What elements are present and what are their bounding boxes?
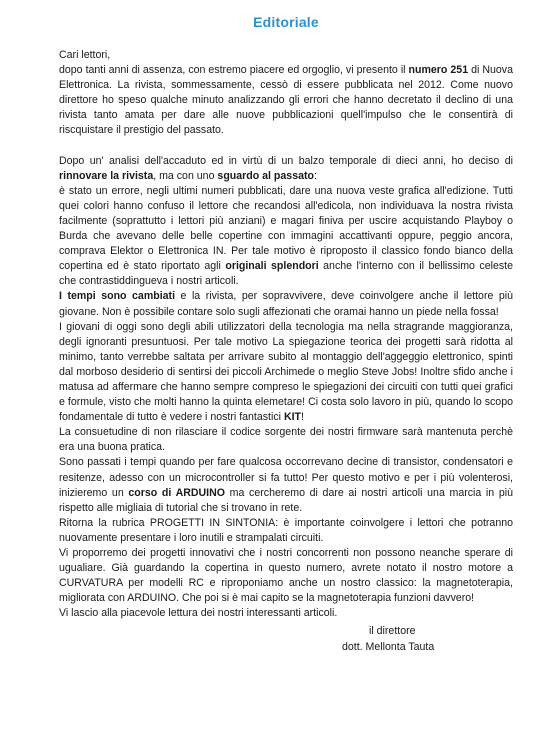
highlight-renew: rinnovare la rivista bbox=[59, 169, 154, 182]
paragraph-times: I tempi sono cambiati e la rivista, per sopravvivere, deve coinvolgere anche il lettore più giovane. Non è possibile contare solo sugli affezionati che oramai hanno un piede nella fossa! bbox=[59, 290, 514, 318]
issue-number: numero 251 bbox=[408, 64, 469, 77]
highlight-past: sguardo al passato bbox=[217, 169, 314, 182]
highlight-splendor: originali splendori bbox=[225, 260, 319, 273]
signature-role: il direttore bbox=[369, 625, 416, 638]
paragraph-youth: I giovani di oggi sono degli abili utilizzatori della tecnologia ma nella stragrande maggioranza, degli ignoranti presuntuosi. Per tale motivo La spiegazione teorica dei progetti sarà ridotta al minimo, tanto verrebbe saltata per arrivare subito al montaggio dell'aggeggio elettronico, spinti dal morboso desiderio di sentirsi dei piccoli Archimede o meglio Steve Jobs! Inoltre sfido anche i matusa ad affermare che hanno sempre compreso le spiegazioni dei circuiti con tutti quei grafici e formule, visto che molti hanno la quinta elemetare! Ci costa solo lavoro in più, quando lo scopo fondamentale di tutto è vedere i nostri fantastici KIT! bbox=[59, 320, 513, 424]
highlight-kit: KIT bbox=[283, 411, 302, 424]
signature bbox=[59, 624, 513, 654]
page-title: Editoriale bbox=[253, 14, 319, 30]
highlight-arduino: corso di ARDUINO bbox=[128, 486, 226, 499]
paragraph-sintonia: Ritorna la rubrica PROGETTI IN SINTONIA: è importante coinvolgere i lettori che potranno nuovamente presentare i loro inutili e strampalati circuiti. bbox=[59, 516, 513, 544]
paragraph-decision: Dopo un' analisi dell'accaduto ed in virtù di un balzo temporale di dieci anni, ho deciso di rinnovare la rivista, ma con uno sguardo al passato: bbox=[59, 154, 513, 182]
paragraph-arduino: Sono passati i tempi quando per fare qualcosa occorrevano decine di transistor, condensatori e resitenze, adesso con un microcontroller si fa tutto! Per questo motivo e per i più volenterosi, inizieremo un corso di ARDUINO ma cercheremo di dare ai nostri articoli una marcia in più rispetto alle migliaia di tutorial che si trovano in rete. bbox=[59, 456, 513, 514]
paragraph-graphics: è stato un errore, negli ultimi numeri pubblicati, dare una nuova veste grafica all'edizione. Tutti quei colori hanno confuso il lettore che recandosi all'edicola, non individuava la nostra rivista facilmente (soprattutto i lettori più anziani) e magari finiva per uscire acquistando Playboy o Burda che avevano delle belle copertine con immagini accattivanti oppure, peggio ancora, comprava Elektor o Elettronica IN. Per tale motivo è riproposto il classico fondo bianco della copertina ed è stato riportato agli originali splendori anche l'interno con il bellissimo celeste che contrastiddingueva i nostri articoli. bbox=[59, 184, 513, 288]
paragraph-closing: Vi lascio alla piacevole lettura dei nostri interessanti articoli. bbox=[59, 607, 338, 620]
paragraph-projects: Vi proporremo dei progetti innovativi che i nostri concorrenti non possono neanche sperare di ugualiare. Già guardando la copertina in questo numero, avrete notato il nostro motore a CURVATURA per modelli RC e riproponiamo anche un nostro classico: la magnetoterapia, migliorata con ARDUINO. Che poi si è mai capito se la magnetoterapia funzioni davvero! bbox=[59, 547, 513, 605]
paragraph-intro: dopo tanti anni di assenza, con estremo piacere ed orgoglio, vi presento il numero 251 di Nuova Elettronica. La rivista, sommessamente, cessò di essere pubblicata nel 2012. Come nuovo direttore ho speso qualche minuto analizzando gli errori che hanno decretato il declino di una rivista tanto amata per dare alle nuove pubblicazioni quell'impulso che le consentirà di riscquistare il prestigio del passato. bbox=[59, 64, 513, 137]
editorial-body bbox=[59, 48, 513, 655]
paragraph-firmware: La consuetudine di non rilasciare il codice sorgente dei nostri firmware sarà mantenuta perchè era una buona pratica. bbox=[59, 426, 513, 454]
greeting: Cari lettori, bbox=[59, 49, 111, 61]
highlight-times: I tempi sono cambiati bbox=[59, 290, 176, 303]
signature-name: dott. Mellonta Tauta bbox=[342, 640, 435, 653]
